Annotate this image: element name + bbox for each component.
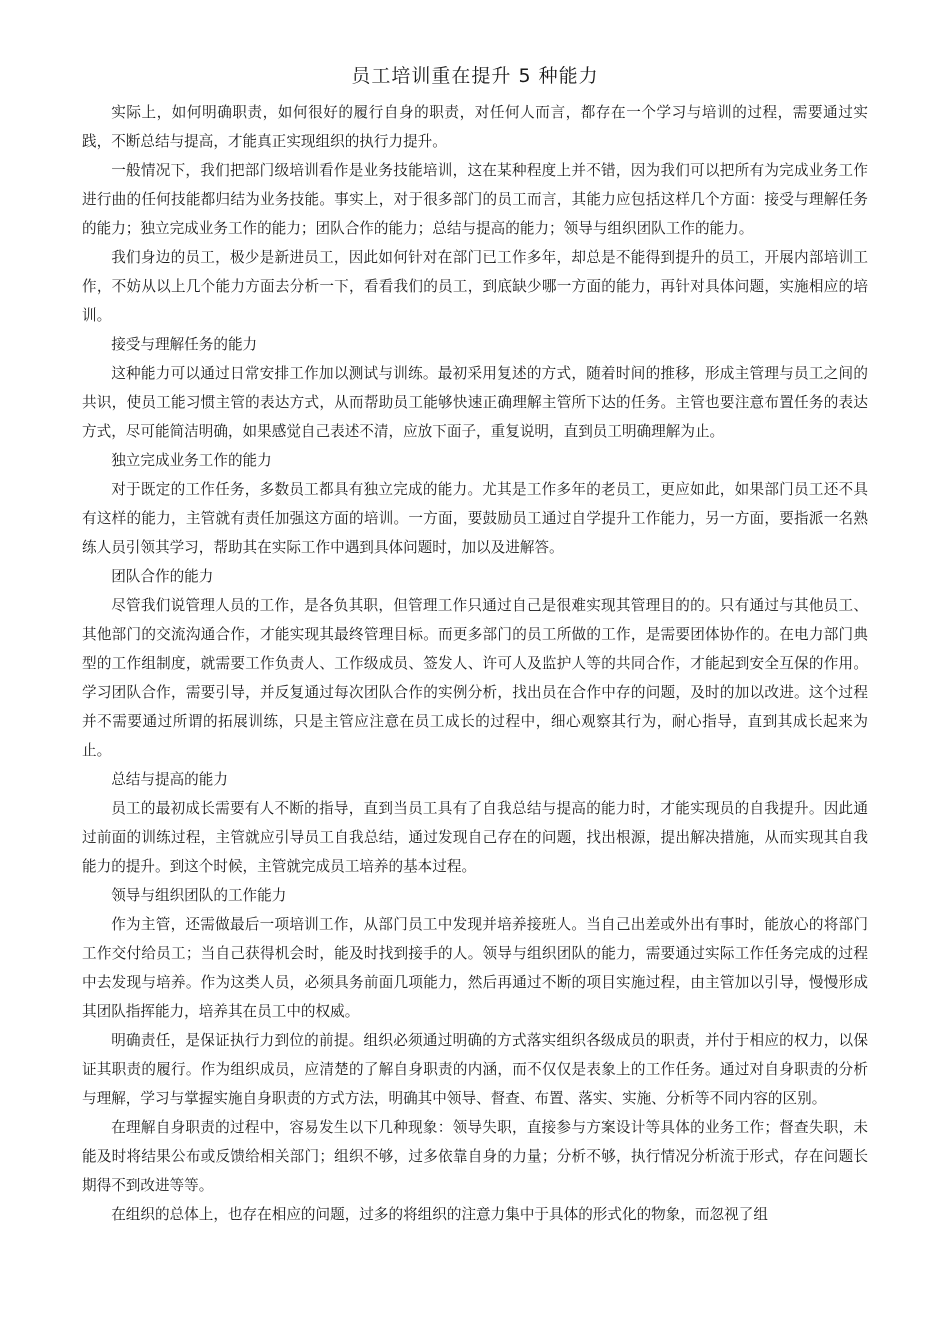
section-heading: 独立完成业务工作的能力: [111, 452, 272, 469]
paragraph: 对于既定的工作任务，多数员工都具有独立完成的能力。尤其是工作多年的老员工，更应如此，如果部门员工还不具有这样的能力，主管就有责任加强这方面的培训。一方面，要鼓励员工通过自学提升工作能力，另一方面，要指派一名熟练人员引领其学习，帮助其在实际工作中遇到具体问题时，加以及进解答。: [82, 481, 868, 556]
paragraph: 这种能力可以通过日常安排工作加以测试与训练。最初采用复述的方式，随着时间的推移，形成主管理与员工之间的共识，使员工能习惯主管的表达方式，从而帮助员工能够快速正确理解主管所下达的任务。主管也要注意布置任务的表达方式，尽可能简洁明确，如果感觉自己表述不清，应放下面子，重复说明，直到员工明确理解为止。: [82, 365, 868, 440]
section-heading: 团队合作的能力: [111, 568, 214, 585]
paragraph: 作为主管，还需做最后一项培训工作，从部门员工中发现并培养接班人。当自己出差或外出有事时，能放心的将部门工作交付给员工；当自己获得机会时，能及时找到接手的人。领导与组织团队的能力，需要通过实际工作任务完成的过程中去发现与培养。作为这类人员，必须具务前面几项能力，然后再通过不断的项目实施过程，由主管加以引导，慢慢形成其团队指挥能力，培养其在员工中的权威。: [82, 916, 868, 1020]
paragraph: 在组织的总体上，也存在相应的问题，过多的将组织的注意力集中于具体的形式化的物象，而忽视了组: [111, 1206, 768, 1223]
paragraph: 在理解自身职责的过程中，容易发生以下几种现象：领导失职，直接参与方案设计等具体的业务工作；督查失职，未能及时将结果公布或反馈给相关部门；组织不够，过多依靠自身的力量；分析不够，执行情况分析流于形式，存在问题长期得不到改进等等。: [82, 1119, 868, 1194]
paragraph: 尽管我们说管理人员的工作，是各负其职，但管理工作只通过自己是很难实现其管理目的的。只有通过与其他员工、其他部门的交流沟通合作，才能实现其最终管理目标。而更多部门的员工所做的工作，是需要团体协作的。在电力部门典型的工作组制度，就需要工作负责人、工作级成员、签发人、许可人及监护人等的共同合作，才能起到安全互保的作用。学习团队合作，需要引导，并反复通过每次团队合作的实例分析，找出员在合作中存的问题，及时的加以改进。这个过程并不需要通过所谓的拓展训练，只是主管应注意在员工成长的过程中，细心观察其行为，耐心指导，直到其成长起来为止。: [82, 597, 868, 759]
paragraph: 员工的最初成长需要有人不断的指导，直到当员工具有了自我总结与提高的能力时，才能实现员的自我提升。因此通过前面的训练过程，主管就应引导员工自我总结，通过发现自己存在的问题，找出根源，提出解决措施，从而实现其自我能力的提升。到这个时候，主管就完成员工培养的基本过程。: [82, 800, 868, 875]
paragraph: 一般情况下，我们把部门级培训看作是业务技能培训，这在某种程度上并不错，因为我们可以把所有为完成业务工作进行曲的任何技能都归结为业务技能。事实上，对于很多部门的员工而言，其能力应包括这样几个方面：接受与理解任务的能力；独立完成业务工作的能力；团队合作的能力；总结与提高的能力；领导与组织团队工作的能力。: [82, 162, 868, 237]
paragraph: 明确责任，是保证执行力到位的前提。组织必须通过明确的方式落实组织各级成员的职责，并付于相应的权力，以保证其职责的履行。作为组织成员，应清楚的了解自身职责的内涵，而不仅仅是表象上的工作任务。通过对自身职责的分析与理解，学习与掌握实施自身职责的方式方法，明确其中领导、督查、布置、落实、实施、分析等不同内容的区别。: [82, 1032, 868, 1107]
document-body: [82, 98, 868, 1229]
section-heading: 领导与组织团队的工作能力: [111, 887, 287, 904]
paragraph: 实际上，如何明确职责，如何很好的履行自身的职责，对任何人而言，都存在一个学习与培训的过程，需要通过实践，不断总结与提高，才能真正实现组织的执行力提升。: [82, 104, 868, 150]
section-heading: 接受与理解任务的能力: [111, 336, 258, 353]
section-heading: 总结与提高的能力: [111, 771, 228, 788]
document-title: 员工培训重在提升 5 种能力: [351, 65, 599, 87]
paragraph: 我们身边的员工，极少是新进员工，因此如何针对在部门已工作多年，却总是不能得到提升的员工，开展内部培训工作，不妨从以上几个能力方面去分析一下，看看我们的员工，到底缺少哪一方面的能力，再针对具体问题，实施相应的培训。: [82, 249, 868, 324]
